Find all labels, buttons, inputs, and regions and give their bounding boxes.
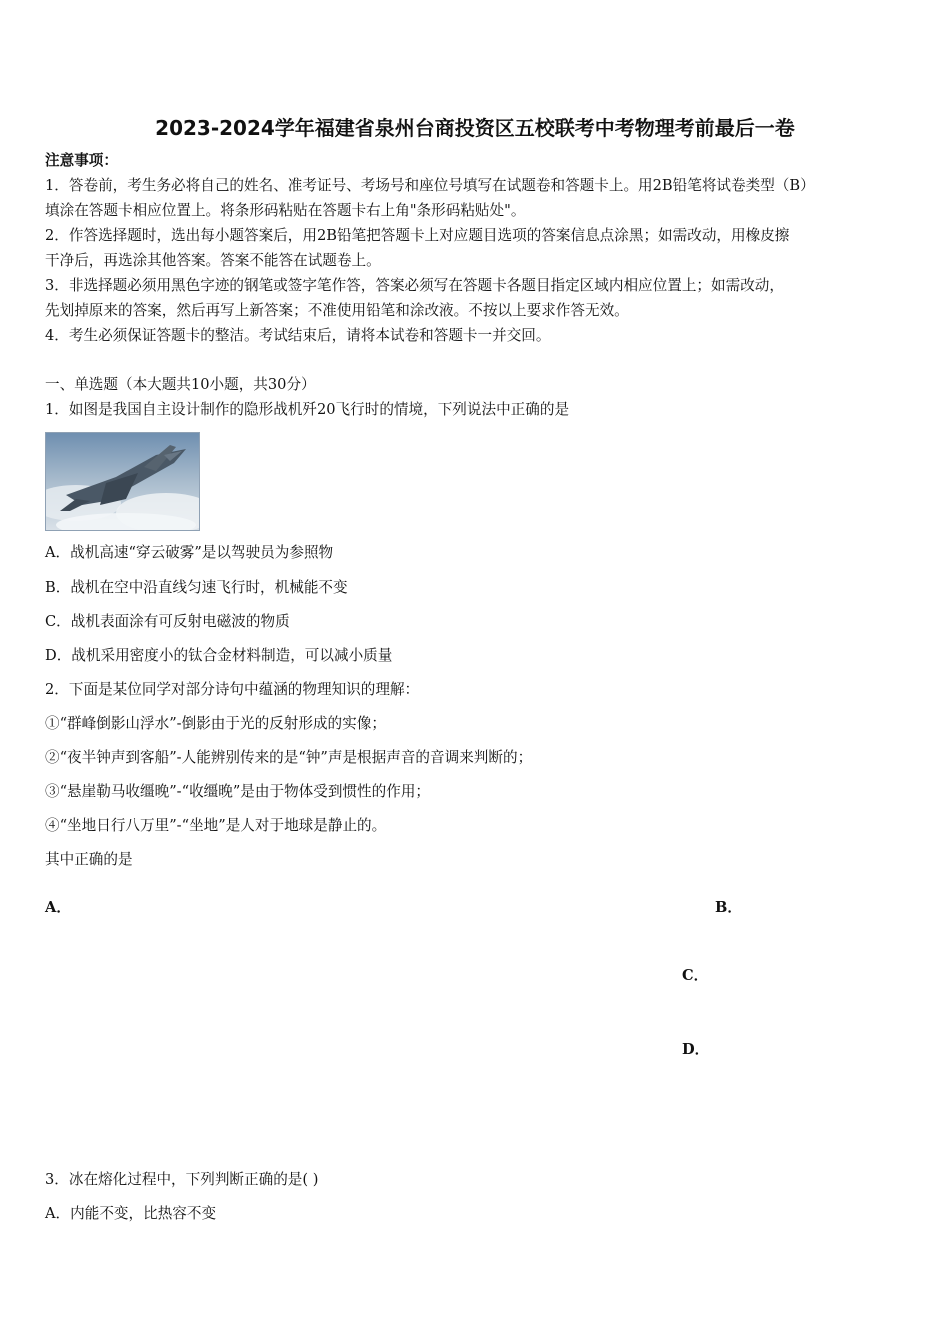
notice-line: 2．作答选择题时，选出每小题答案后，用2B铅笔把答题卡上对应题目选项的答案信息点涂黑；如需改动，用橡皮擦 <box>45 227 790 244</box>
notice-line: 干净后，再选涂其他答案。答案不能答在试题卷上。 <box>45 252 381 269</box>
notice-line: 先划掉原来的答案，然后再写上新答案；不准使用铅笔和涂改液。不按以上要求作答无效。 <box>45 302 629 319</box>
notice-line: 1．答卷前，考生务必将自己的姓名、准考证号、考场号和座位号填写在试题卷和答题卡上。用2B铅笔将试卷类型（B） <box>45 177 815 194</box>
question-3-stem: 3．冰在熔化过程中，下列判断正确的是( ) <box>45 1171 319 1188</box>
notice-line: 4．考生必须保证答题卡的整洁。考试结束后，请将本试卷和答题卡一并交回。 <box>45 327 551 344</box>
notice-line: 填涂在答题卡相应位置上。将条形码粘贴在答题卡右上角"条形码粘贴处"。 <box>45 202 526 219</box>
question-1-option-d: D．战机采用密度小的钛合金材料制造，可以减小质量 <box>45 647 393 664</box>
question-1-option-a: A．战机高速“穿云破雾”是以驾驶员为参照物 <box>45 544 334 561</box>
question-2-option-c: C． <box>682 967 709 984</box>
question-2-item: ③“悬崖勒马收缰晚”-“收缰晚”是由于物体受到惯性的作用； <box>45 783 431 800</box>
fighter-jet-image <box>45 432 200 531</box>
question-1-stem: 1．如图是我国自主设计制作的隐形战机歼20飞行时的情境，下列说法中正确的是 <box>45 401 570 418</box>
page-title: 2023-2024学年福建省泉州台商投资区五校联考中考物理考前最后一卷 <box>155 116 795 140</box>
question-2-option-b: B． <box>715 899 742 916</box>
section-heading: 一、单选题（本大题共10小题，共30分） <box>45 376 316 393</box>
question-2-item: ①“群峰倒影山浮水”-倒影由于光的反射形成的实像； <box>45 715 386 732</box>
question-2-ask: 其中正确的是 <box>45 851 133 868</box>
question-2-option-d: D． <box>682 1041 710 1058</box>
notice-heading: 注意事项： <box>45 152 118 169</box>
question-2-item: ②“夜半钟声到客船”-人能辨别传来的是“钟”声是根据声音的音调来判断的； <box>45 749 533 766</box>
question-1-option-b: B．战机在空中沿直线匀速飞行时，机械能不变 <box>45 579 348 596</box>
question-2-option-a: A． <box>45 899 71 916</box>
question-3-option-a: A．内能不变，比热容不变 <box>45 1205 217 1222</box>
question-2-item: ④“坐地日行八万里”-“坐地”是人对于地球是静止的。 <box>45 817 387 834</box>
question-1-option-c: C．战机表面涂有可反射电磁波的物质 <box>45 613 290 630</box>
notice-line: 3．非选择题必须用黑色字迹的钢笔或签字笔作答，答案必须写在答题卡各题目指定区域内相应位置上；如需改动， <box>45 277 784 294</box>
question-2-stem: 2．下面是某位同学对部分诗句中蕴涵的物理知识的理解： <box>45 681 420 698</box>
